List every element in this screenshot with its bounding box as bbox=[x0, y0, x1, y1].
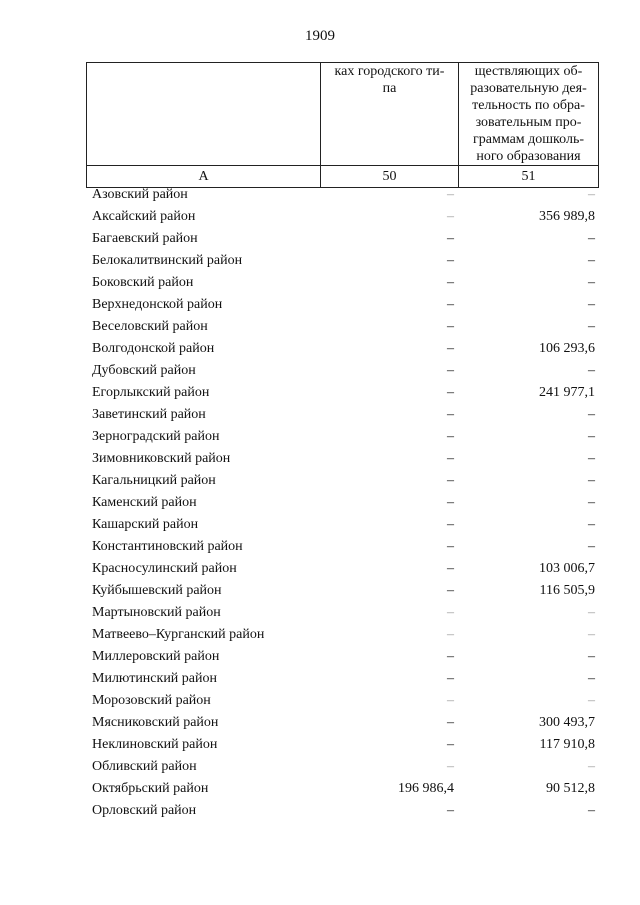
district-name: Егорлыкский район bbox=[92, 385, 210, 400]
district-name: Верхнедонской район bbox=[92, 297, 223, 312]
value-col50: – bbox=[447, 627, 454, 642]
value-col50: – bbox=[447, 605, 454, 620]
value-col50: – bbox=[447, 671, 454, 686]
district-name: Белокалитвинский район bbox=[92, 253, 243, 268]
value-col50: – bbox=[447, 363, 454, 378]
value-col51: – bbox=[588, 231, 595, 246]
value-col50: – bbox=[447, 693, 454, 708]
district-name: Каменский район bbox=[92, 495, 197, 510]
value-col51: 356 989,8 bbox=[539, 209, 595, 224]
value-col51: – bbox=[588, 539, 595, 554]
value-col50: – bbox=[447, 803, 454, 818]
index-cell-51: 51 bbox=[459, 166, 599, 188]
header-cell-name bbox=[87, 63, 321, 166]
value-col51: 90 512,8 bbox=[546, 781, 595, 796]
header-row bbox=[87, 63, 599, 166]
table-row bbox=[0, 536, 640, 558]
table-row bbox=[0, 470, 640, 492]
value-col51: 117 910,8 bbox=[539, 737, 595, 752]
district-name: Боковский район bbox=[92, 275, 194, 290]
table-header bbox=[86, 62, 599, 188]
district-name: Кагальницкий район bbox=[92, 473, 216, 488]
value-col51: – bbox=[588, 671, 595, 686]
district-name: Милютинский район bbox=[92, 671, 218, 686]
district-name: Мясниковский район bbox=[92, 715, 219, 730]
table-row bbox=[0, 514, 640, 536]
table-row bbox=[0, 492, 640, 514]
value-col51: – bbox=[588, 297, 595, 312]
table-row bbox=[0, 272, 640, 294]
table-row bbox=[0, 734, 640, 756]
value-col50: – bbox=[447, 341, 454, 356]
value-col50: – bbox=[447, 429, 454, 444]
value-col50: – bbox=[447, 275, 454, 290]
value-col51: – bbox=[588, 429, 595, 444]
table-row bbox=[0, 448, 640, 470]
value-col51: – bbox=[588, 693, 595, 708]
district-name: Зимовниковский район bbox=[92, 451, 231, 466]
table-row bbox=[0, 382, 640, 404]
district-name: Кашарский район bbox=[92, 517, 199, 532]
value-col50: – bbox=[447, 209, 454, 224]
value-col51: – bbox=[588, 759, 595, 774]
value-col50: – bbox=[447, 319, 454, 334]
table-row bbox=[0, 778, 640, 800]
value-col50: – bbox=[447, 451, 454, 466]
page-number: 1909 bbox=[305, 28, 335, 44]
table-row bbox=[0, 294, 640, 316]
table-row bbox=[0, 690, 640, 712]
district-name: Мартыновский район bbox=[92, 605, 221, 620]
table-row bbox=[0, 338, 640, 360]
district-name: Орловский район bbox=[92, 803, 197, 818]
district-name: Заветинский район bbox=[92, 407, 206, 422]
value-col51: 300 493,7 bbox=[539, 715, 595, 730]
value-col50: – bbox=[447, 539, 454, 554]
district-name: Азовский район bbox=[92, 187, 188, 202]
district-name: Куйбышевский район bbox=[92, 583, 222, 598]
table-row bbox=[0, 624, 640, 646]
value-col51: – bbox=[588, 407, 595, 422]
table-body bbox=[0, 184, 640, 822]
value-col50: – bbox=[447, 759, 454, 774]
district-name: Морозовский район bbox=[92, 693, 211, 708]
value-col51: – bbox=[588, 649, 595, 664]
value-col50: – bbox=[447, 517, 454, 532]
table-row bbox=[0, 426, 640, 448]
value-col50: – bbox=[447, 297, 454, 312]
value-col50: – bbox=[447, 495, 454, 510]
value-col50: – bbox=[447, 561, 454, 576]
district-name: Обливский район bbox=[92, 759, 197, 774]
value-col51: – bbox=[588, 495, 595, 510]
district-name: Багаевский район bbox=[92, 231, 198, 246]
table-row bbox=[0, 316, 640, 338]
table-row bbox=[0, 228, 640, 250]
value-col50: – bbox=[447, 737, 454, 752]
district-name: Дубовский район bbox=[92, 363, 196, 378]
header-col50-text: ках городского ти- па bbox=[334, 64, 445, 96]
table-row bbox=[0, 360, 640, 382]
value-col50: – bbox=[447, 385, 454, 400]
value-col51: – bbox=[588, 451, 595, 466]
value-col50: – bbox=[447, 473, 454, 488]
table-row bbox=[0, 712, 640, 734]
table-row bbox=[0, 558, 640, 580]
district-name: Миллеровский район bbox=[92, 649, 220, 664]
value-col51: 106 293,6 bbox=[539, 341, 595, 356]
value-col50: – bbox=[447, 583, 454, 598]
value-col51: – bbox=[588, 517, 595, 532]
table-row bbox=[0, 668, 640, 690]
value-col51: 116 505,9 bbox=[539, 583, 595, 598]
value-col50: – bbox=[447, 407, 454, 422]
table-row bbox=[0, 250, 640, 272]
value-col51: – bbox=[588, 605, 595, 620]
district-name: Волгодонской район bbox=[92, 341, 215, 356]
index-cell-50: 50 bbox=[321, 166, 459, 188]
table-row bbox=[0, 602, 640, 624]
value-col50: – bbox=[447, 649, 454, 664]
value-col51: 241 977,1 bbox=[539, 385, 595, 400]
value-col51: – bbox=[588, 253, 595, 268]
value-col50: 196 986,4 bbox=[398, 781, 454, 796]
district-name: Аксайский район bbox=[92, 209, 196, 224]
table-row bbox=[0, 756, 640, 778]
value-col51: – bbox=[588, 187, 595, 202]
district-name: Матвеево–Курганский район bbox=[92, 627, 265, 642]
header-cell-col50 bbox=[321, 63, 459, 166]
value-col51: – bbox=[588, 319, 595, 334]
value-col50: – bbox=[447, 187, 454, 202]
value-col51: – bbox=[588, 275, 595, 290]
district-name: Неклиновский район bbox=[92, 737, 218, 752]
district-name: Зерноградский район bbox=[92, 429, 220, 444]
index-cell-a: А bbox=[87, 166, 321, 188]
district-name: Октябрьский район bbox=[92, 781, 209, 796]
table-row bbox=[0, 646, 640, 668]
table-row bbox=[0, 206, 640, 228]
header-col51-text: ществляющих об- разовательную дея- тельность по обра- зовательным про- граммам дошколь- ного образования bbox=[470, 64, 587, 164]
value-col51: – bbox=[588, 803, 595, 818]
table-row bbox=[0, 800, 640, 822]
district-name: Константиновский район bbox=[92, 539, 243, 554]
value-col50: – bbox=[447, 231, 454, 246]
value-col51: – bbox=[588, 363, 595, 378]
value-col51: – bbox=[588, 473, 595, 488]
table-row bbox=[0, 404, 640, 426]
table-row bbox=[0, 580, 640, 602]
district-name: Красносулинский район bbox=[92, 561, 237, 576]
value-col51: – bbox=[588, 627, 595, 642]
value-col50: – bbox=[447, 715, 454, 730]
table-row bbox=[0, 184, 640, 206]
header-cell-col51 bbox=[459, 63, 599, 166]
district-name: Веселовский район bbox=[92, 319, 208, 334]
value-col51: 103 006,7 bbox=[539, 561, 595, 576]
value-col50: – bbox=[447, 253, 454, 268]
